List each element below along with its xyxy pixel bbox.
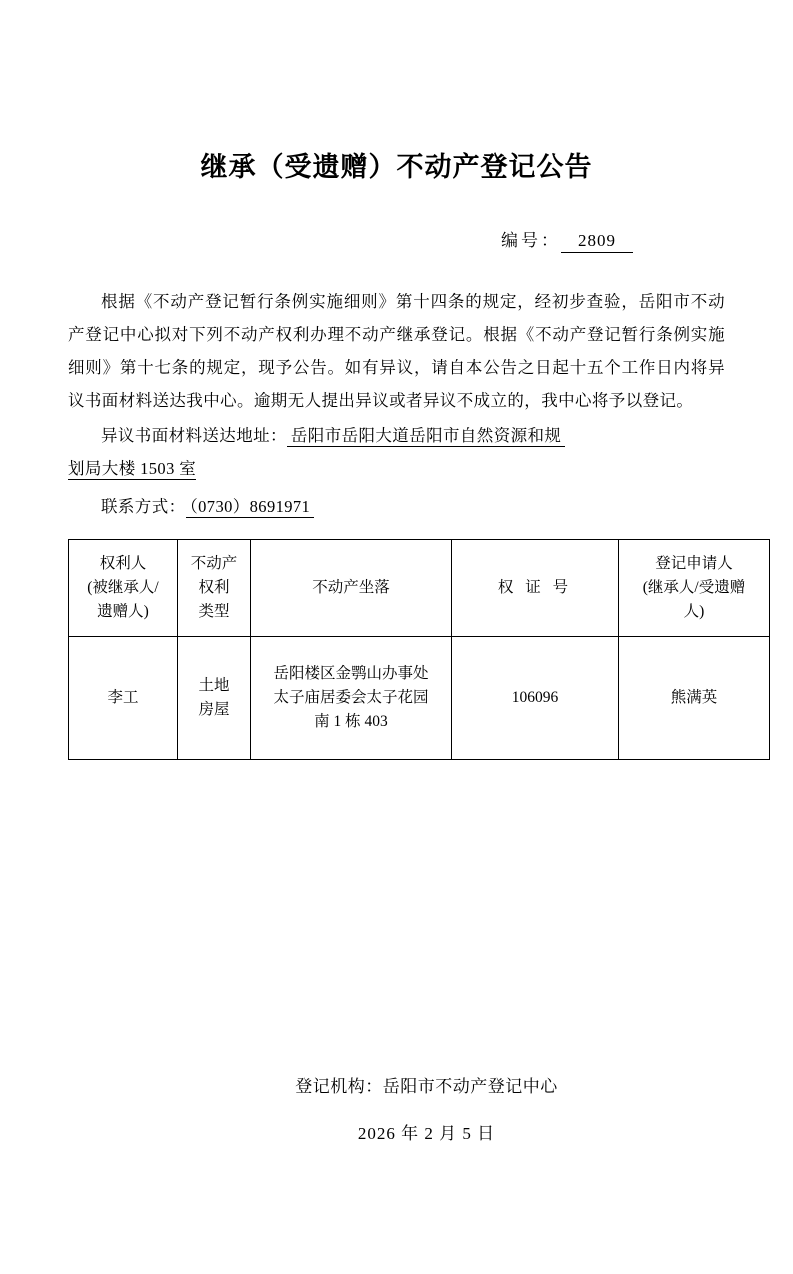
cell-certificate-no: 106096 [452,637,619,760]
cell-location-line-2: 太子庙居委会太子花园 [273,689,429,707]
cell-type-line-2: 房屋 [198,701,230,719]
page-title: 继承（受遗赠）不动产登记公告 [200,152,593,183]
table-header-location: 不动产坐落 [251,540,452,637]
address-block [68,419,725,485]
table-header-type [178,540,251,637]
address-label: 异议书面材料送达地址： [101,426,287,446]
announcement-body [68,285,725,417]
table-header-applicant-line-3: 人) [683,603,705,621]
table-header-type-line-2: 权利 [198,579,230,597]
serial-number-value: 2809 [561,231,633,253]
table-header-owner-line-1: 权利人 [99,555,147,573]
announcement-paragraph: 根据《不动产登记暂行条例实施细则》第十四条的规定，经初步查验，岳阳市不动产登记中心拟对下列不动产权利办理不动产继承登记。根据《不动产登记暂行条例实施细则》第十七条的规定，现予公告。如有异议，请自本公告之日起十五个工作日内将异议书面材料送达我中心。逾期无人提出异议或者异议不成立的，我中心将予以登记。 [68,292,725,411]
contact-line [68,493,725,517]
cell-type-line-1: 土地 [198,677,230,695]
contact-value: （0730）8691971 [186,497,315,518]
footer-date: 2026 年 2 月 5 日 [357,1124,496,1143]
address-value-line-1: 岳阳市岳阳大道岳阳市自然资源和规 [287,426,565,447]
table-header-type-line-1: 不动产 [190,555,238,573]
table-header-owner-line-3: 遗赠人) [97,603,149,621]
document-footer [0,1072,793,1144]
footer-organization: 登记机构：岳阳市不动产登记中心 [295,1077,558,1096]
serial-number-row [68,226,725,253]
table-row [69,637,770,760]
table-header-applicant-line-2: (继承人/受遗赠 [642,579,746,597]
address-line-2 [68,452,725,485]
cell-location [251,637,452,760]
table-header-certificate: 权 证 号 [452,540,619,637]
cell-applicant: 熊满英 [619,637,770,760]
table-header-applicant [619,540,770,637]
table-header-row [69,540,770,637]
table-header-applicant-line-1: 登记申请人 [655,555,733,573]
contact-label: 联系方式： [101,497,186,517]
document-page [0,152,793,1274]
cell-location-line-1: 岳阳楼区金鹗山办事处 [273,665,429,683]
serial-number-label: 编号： [501,231,561,251]
cell-owner: 李工 [69,637,178,760]
table-header-owner [69,540,178,637]
address-line-1 [68,419,725,452]
cell-type [178,637,251,760]
registration-table [68,539,770,760]
table-header-owner-line-2: (被继承人/ [87,579,159,597]
table-header-type-line-3: 类型 [198,603,230,621]
address-value-line-2: 划局大楼 1503 室 [68,459,197,479]
cell-location-line-3: 南 1 栋 403 [314,713,388,731]
